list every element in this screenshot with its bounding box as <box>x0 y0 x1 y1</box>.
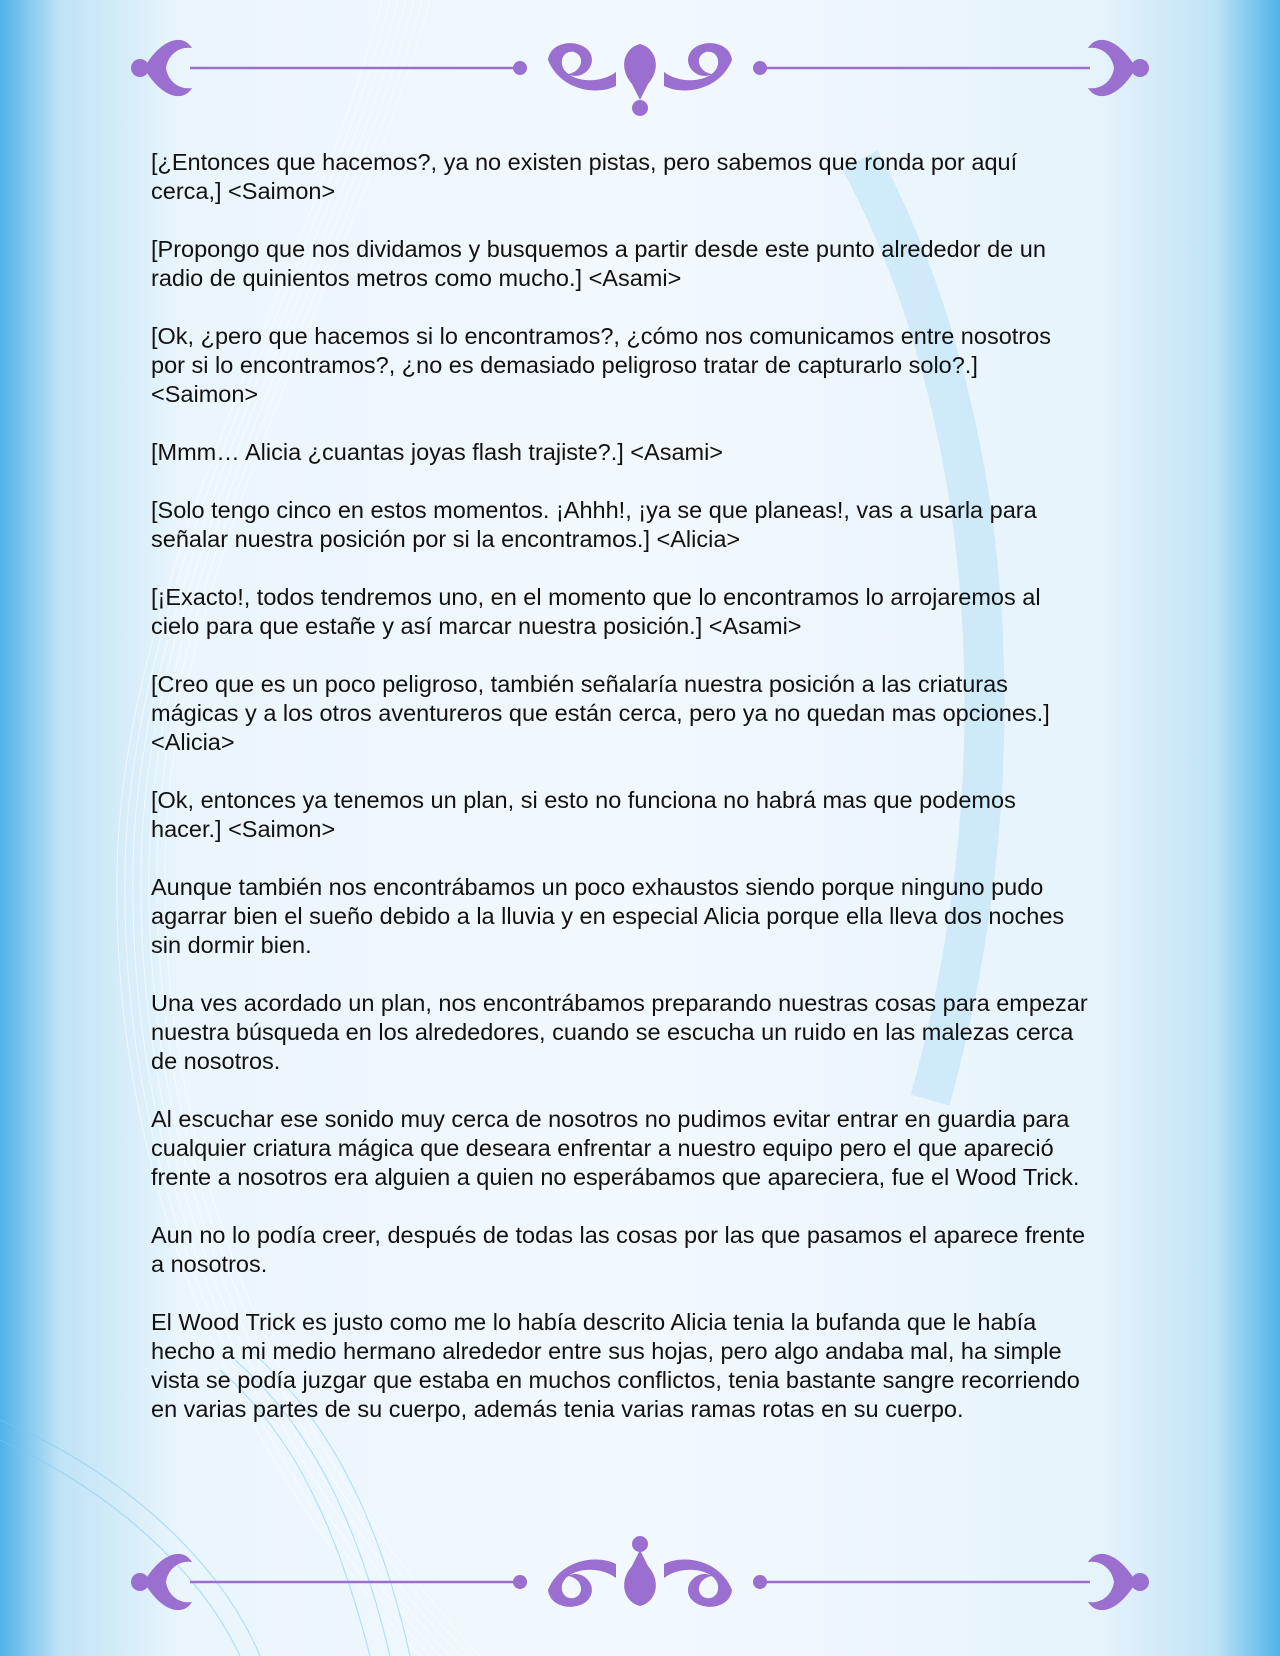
paragraph: Una ves acordado un plan, nos encontrábamos preparando nuestras cosas para empezar nuestra búsqueda en los alrededores, cuando se escucha un ruido en las malezas cerca de nosotros. <box>151 990 1088 1074</box>
bottom-ornament <box>130 1530 1150 1630</box>
paragraph: [¡Exacto!, todos tendremos uno, en el momento que lo encontramos lo arrojaremos al cielo para que estañe y así marcar nuestra posición.] <Asami> <box>151 584 1041 639</box>
paragraph: [Propongo que nos dividamos y busquemos a partir desde este punto alrededor de un radio de quinientos metros como mucho.] <Asami> <box>151 236 1046 291</box>
paragraph: Aun no lo podía creer, después de todas las cosas por las que pasamos el aparece frente a nosotros. <box>151 1222 1086 1277</box>
paragraph: El Wood Trick es justo como me lo había descrito Alicia tenia la bufanda que le había hecho a mi medio hermano alrededor entre sus hojas, pero algo andaba mal, ha simple vista se podía juzgar que estaba en muchos conflictos, tenia bastante sangre recorriendo en varias partes de su cuerpo, además tenia varias ramas rotas en su cuerpo. <box>151 1309 1080 1422</box>
top-ornament <box>130 20 1150 120</box>
paragraph: [Ok, ¿pero que hacemos si lo encontramos?, ¿cómo nos comunicamos entre nosotros por si lo encontramos?, ¿no es demasiado peligroso tratar de capturarlo solo?.] <Saimon> <box>151 323 1051 407</box>
story-text <box>151 148 1091 1453</box>
paragraph: [¿Entonces que hacemos?, ya no existen pistas, pero sabemos que ronda por aquí cerca,] <Saimon> <box>151 149 1018 204</box>
paragraph: Al escuchar ese sonido muy cerca de nosotros no pudimos evitar entrar en guardia para cualquier criatura mágica que deseara enfrentar a nuestro equipo pero el que apareció frente a nosotros era alguien a quien no esperábamos que apareciera, fue el Wood Trick. <box>151 1106 1080 1190</box>
paragraph: [Mmm… Alicia ¿cuantas joyas flash trajiste?.] <Asami> <box>151 439 724 465</box>
paragraph: [Solo tengo cinco en estos momentos. ¡Ahhh!, ¡ya se que planeas!, vas a usarla para señalar nuestra posición por si la encontramos.] <Alicia> <box>151 497 1037 552</box>
paragraph: [Creo que es un poco peligroso, también señalaría nuestra posición a las criaturas mágicas y a los otros aventureros que están cerca, pero ya no quedan mas opciones.] <Alicia> <box>151 671 1050 755</box>
paragraph: [Ok, entonces ya tenemos un plan, si esto no funciona no habrá mas que podemos hacer.] <Saimon> <box>151 787 1016 842</box>
paragraph: Aunque también nos encontrábamos un poco exhaustos siendo porque ninguno pudo agarrar bien el sueño debido a la lluvia y en especial Alicia porque ella lleva dos noches sin dormir bien. <box>151 874 1065 958</box>
